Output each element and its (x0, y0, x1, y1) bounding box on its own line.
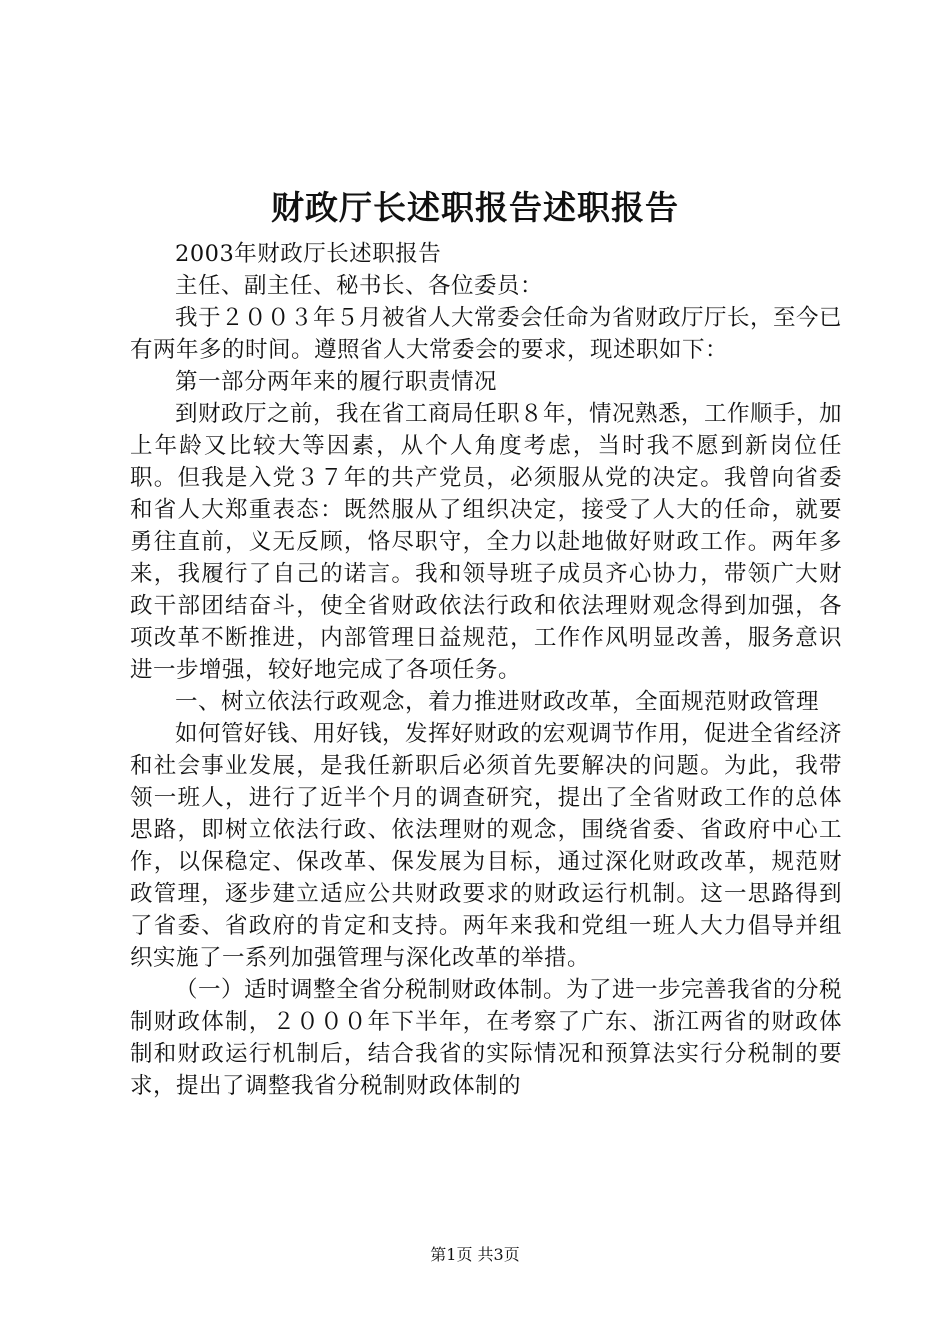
salutation: 主任、副主任、秘书长、各位委员： (175, 273, 544, 299)
body-paragraph: （一）适时调整全省分税制财政体制。为了进一步完善我省的分税制财政体制，２０００年下半年，在考察了广东、浙江两省的财政体制和财政运行机制后，结合我省的实际情况和预算法实行分税制的要求，提出了调整我省分税制财政体制的 (130, 977, 843, 1099)
body-paragraph: 我于２００３年５月被省人大常委会任命为省财政厅厅长，至今已有两年多的时间。遵照省人大常委会的要求，现述职如下： (130, 305, 843, 363)
body-paragraph: 如何管好钱、用好钱，发挥好财政的宏观调节作用，促进全省经济和社会事业发展，是我任新职后必须首先要解决的问题。为此，我带领一班人，进行了近半个月的调查研究，提出了全省财政工作的总体思路，即树立依法行政、依法理财的观念，围绕省委、省政府中心工作，以保稳定、保改革、保发展为目标，通过深化财政改革，规范财政管理，逐步建立适应公共财政要求的财政运行机制。这一思路得到了省委、省政府的肯定和支持。两年来我和党组一班人大力倡导并组织实施了一系列加强管理与深化改革的举措。 (130, 721, 843, 971)
section-heading: 第一部分两年来的履行职责情况 (175, 369, 498, 395)
section-heading: 一、树立依法行政观念，着力推进财政改革，全面规范财政管理 (175, 689, 820, 715)
document-title: 财政厅长述职报告述职报告 (271, 188, 679, 227)
document-body (130, 238, 842, 1102)
report-subtitle: 2003年财政厅长述职报告 (175, 241, 442, 267)
page-number: 第1页 共3页 (430, 1245, 520, 1264)
body-paragraph: 到财政厅之前，我在省工商局任职８年，情况熟悉，工作顺手，加上年龄又比较大等因素，从个人角度考虑，当时我不愿到新岗位任职。但我是入党３７年的共产党员，必须服从党的决定。我曾向省委和省人大郑重表态：既然服从了组织决定，接受了人大的任命，就要勇往直前，义无反顾，恪尽职守，全力以赴地做好财政工作。两年多来，我履行了自己的诺言。我和领导班子成员齐心协力，带领广大财政干部团结奋斗，使全省财政依法行政和依法理财观念得到加强，各项改革不断推进，内部管理日益规范，工作作风明显改善，服务意识进一步增强，较好地完成了各项任务。 (130, 401, 843, 683)
